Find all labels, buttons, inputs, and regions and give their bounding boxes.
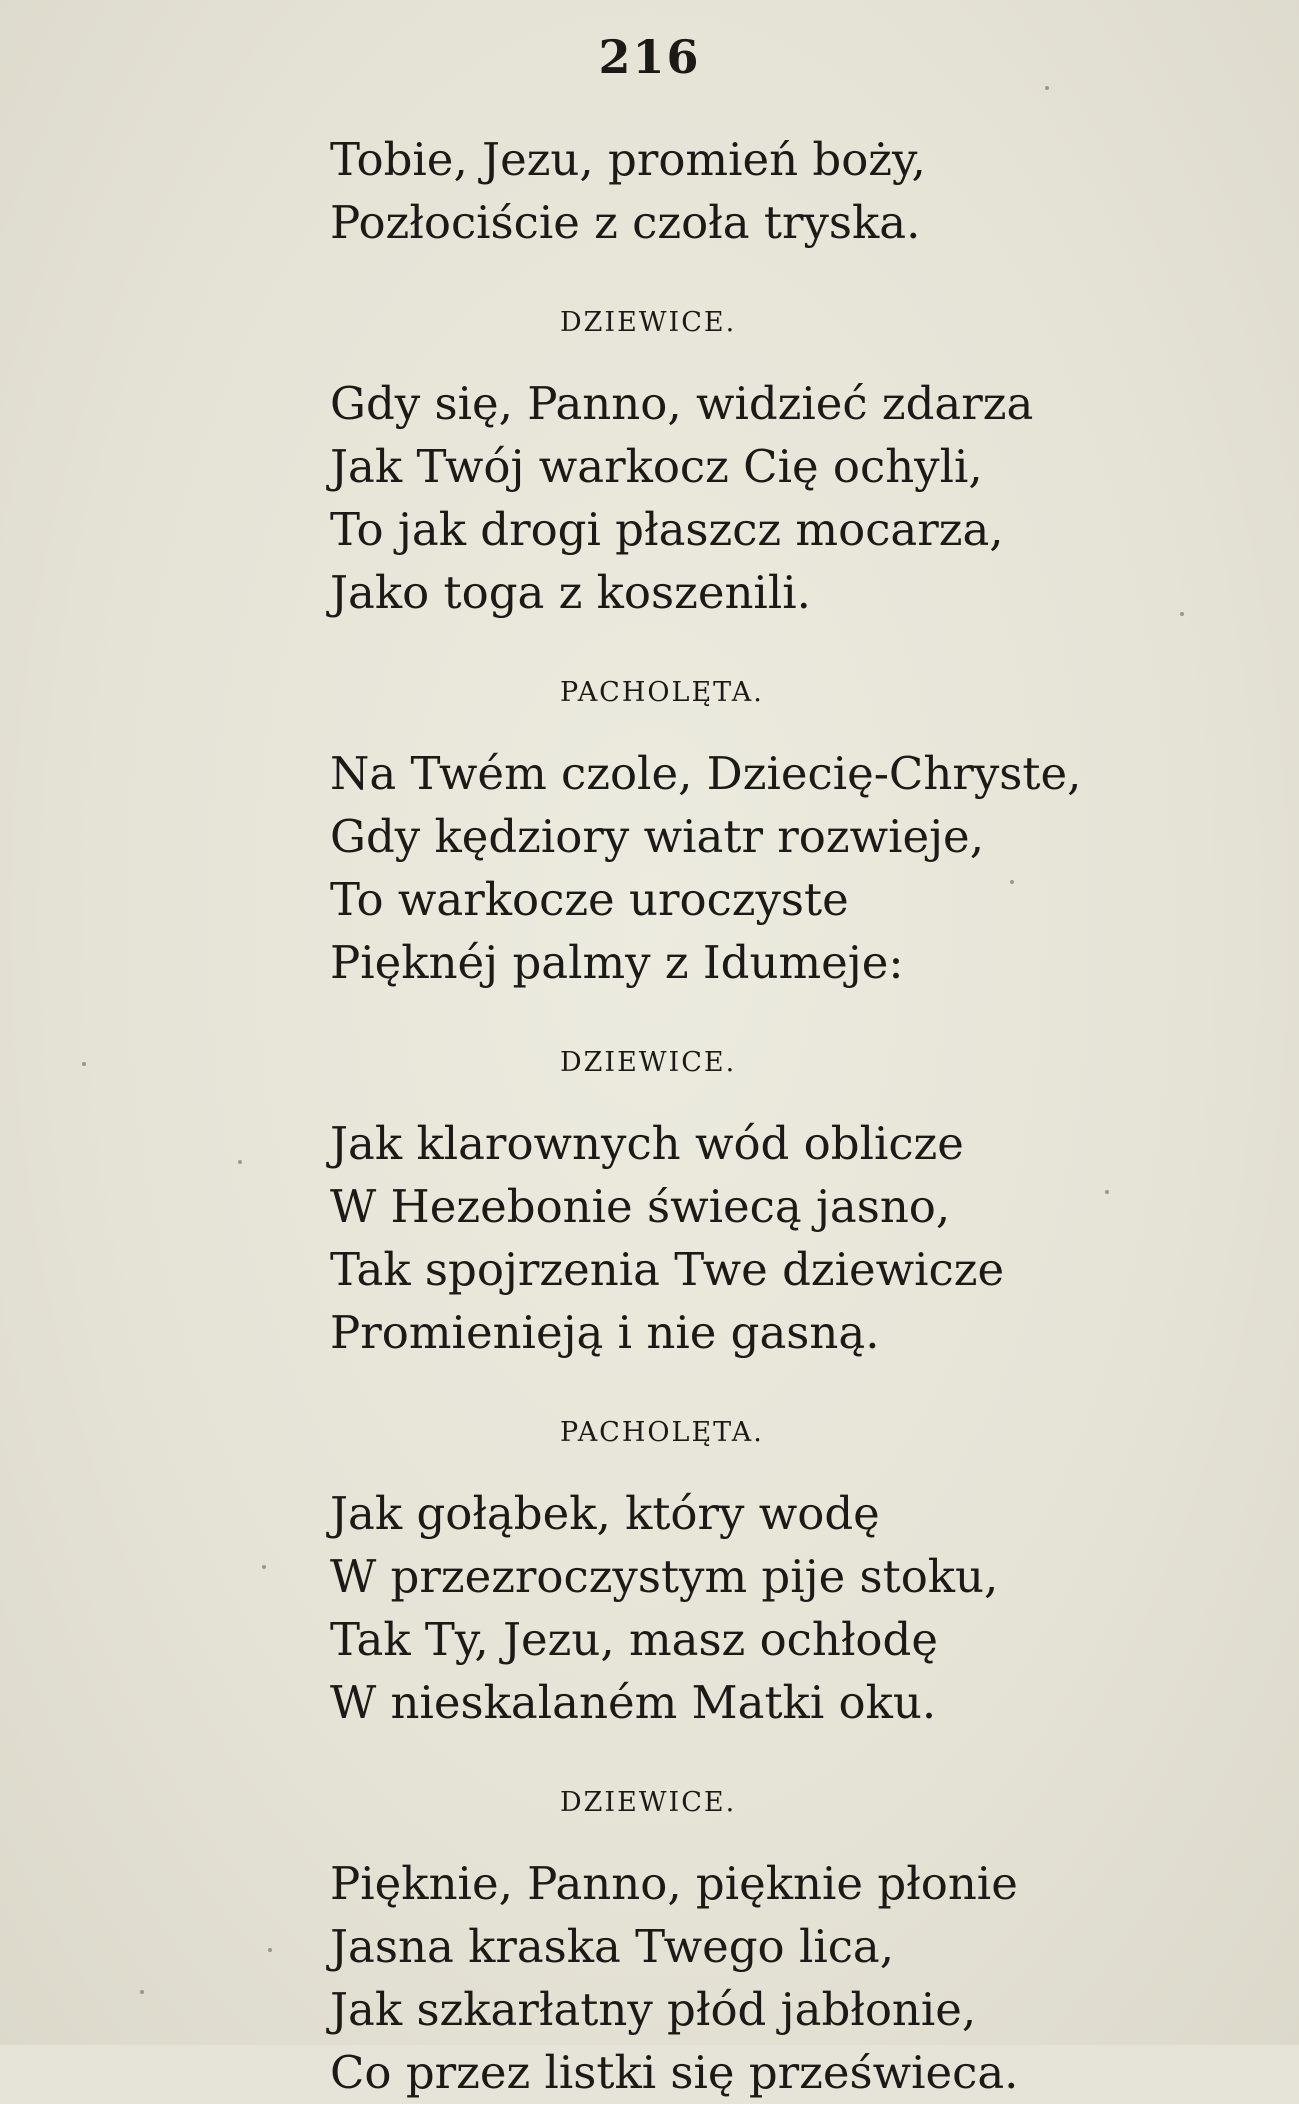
paper-speck <box>1010 880 1014 884</box>
speaker-heading: PACHOLĘTA. <box>560 1417 764 1448</box>
paper-speck <box>82 1062 86 1066</box>
paper-speck <box>268 1948 272 1952</box>
verse-line: Jak Twój warkocz Cię ochyli, <box>330 440 983 493</box>
stanza <box>330 742 1230 994</box>
verse-line: Promienieją i nie gasną. <box>330 1306 880 1359</box>
verse-line: Pięknie, Panno, pięknie płonie <box>330 1857 1018 1910</box>
stanza <box>330 1482 1230 1734</box>
verse-line: Tobie, Jezu, promień boży, <box>330 133 926 186</box>
verse-line: Tak spojrzenia Twe dziewicze <box>330 1243 1005 1296</box>
verse-line: Pięknéj palmy z Idumeje: <box>330 936 904 989</box>
paper-speck <box>1105 1190 1109 1194</box>
verse-line: To warkocze uroczyste <box>330 873 849 926</box>
verse-line: W Hezebonie świecą jasno, <box>330 1180 951 1233</box>
stanza <box>330 1852 1230 2104</box>
poem-text <box>330 128 1230 2104</box>
verse-line: W przezroczystym pije stoku, <box>330 1550 999 1603</box>
verse-line: Jak gołąbek, który wodę <box>330 1487 880 1540</box>
speaker-heading: DZIEWICE. <box>560 1047 737 1078</box>
paper-speck <box>1180 612 1184 616</box>
verse-line: Jako toga z koszenili. <box>330 566 811 619</box>
verse-line: To jak drogi płaszcz mocarza, <box>330 503 1004 556</box>
verse-line: Pozłociście z czoła tryska. <box>330 196 921 249</box>
verse-line: Gdy kędziory wiatr rozwieje, <box>330 810 984 863</box>
paper-speck <box>238 1160 242 1164</box>
verse-line: Gdy się, Panno, widzieć zdarza <box>330 377 1034 430</box>
speaker-heading: PACHOLĘTA. <box>560 677 764 708</box>
verse-line: Tak Ty, Jezu, masz ochłodę <box>330 1613 938 1666</box>
speaker-heading: DZIEWICE. <box>560 307 737 338</box>
paper-speck <box>140 1990 144 1994</box>
paper-speck <box>1045 86 1049 90</box>
speaker-heading: DZIEWICE. <box>560 1787 737 1818</box>
stanza <box>330 128 1230 254</box>
page-number: 216 <box>598 30 701 84</box>
verse-line: Jak szkarłatny płód jabłonie, <box>330 1983 977 2036</box>
paper-speck <box>262 1565 266 1569</box>
verse-line: Na Twém czole, Dziecię-Chryste, <box>330 747 1082 800</box>
verse-line: Co przez listki się prześwieca. <box>330 2046 1019 2099</box>
verse-line: Jasna kraska Twego lica, <box>330 1920 895 1973</box>
stanza <box>330 372 1230 624</box>
verse-line: W nieskalaném Matki oku. <box>330 1676 937 1729</box>
verse-line: Jak klarownych wód oblicze <box>330 1117 964 1170</box>
stanza <box>330 1112 1230 1364</box>
